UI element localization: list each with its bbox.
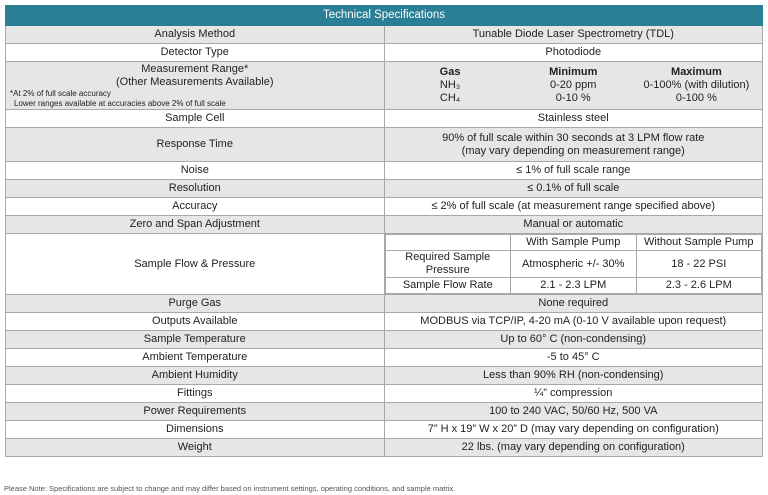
row-label: Zero and Span Adjustment <box>6 216 385 234</box>
table-row <box>6 128 763 162</box>
row-value: 22 lbs. (may vary depending on configuration) <box>384 439 763 457</box>
footnote-lower-ranges: Lower ranges available at accuracies above 2% of full scale <box>14 98 226 108</box>
table-row <box>6 403 763 421</box>
row-value: None required <box>384 295 763 313</box>
flow-row-name: Sample Flow Rate <box>385 278 511 294</box>
row-label: Weight <box>6 439 385 457</box>
row-label: Sample Flow & Pressure <box>6 234 385 295</box>
row-value: 100 to 240 VAC, 50/60 Hz, 500 VA <box>384 403 763 421</box>
row-label: Purge Gas <box>6 295 385 313</box>
row-value: Up to 60° C (non-condensing) <box>384 331 763 349</box>
row-label: Response Time <box>6 128 385 162</box>
table-row <box>6 349 763 367</box>
row-value: MODBUS via TCP/IP, 4-20 mA (0-10 V available upon request) <box>384 313 763 331</box>
table-row <box>6 110 763 128</box>
col-header-without-pump: Without Sample Pump <box>636 235 762 251</box>
row-value: ≤ 0.1% of full scale <box>384 180 763 198</box>
sample-flow-values <box>384 234 763 295</box>
row-label: Dimensions <box>6 421 385 439</box>
flow-with-pump: 2.1 - 2.3 LPM <box>511 278 637 294</box>
measurement-range-values <box>384 62 763 110</box>
row-value: ≤ 2% of full scale (at measurement range specified above) <box>384 198 763 216</box>
row-label: Power Requirements <box>6 403 385 421</box>
row-label: Accuracy <box>6 198 385 216</box>
col-header-with-pump: With Sample Pump <box>511 235 637 251</box>
row-label: Sample Cell <box>6 110 385 128</box>
gas-name: NH₃ <box>439 79 461 91</box>
row-value: Tunable Diode Laser Spectrometry (TDL) <box>384 26 763 44</box>
row-value: Manual or automatic <box>384 216 763 234</box>
table-row <box>6 367 763 385</box>
table-row <box>6 313 763 331</box>
row-label: Analysis Method <box>6 26 385 44</box>
footnote-accuracy: *At 2% of full scale accuracy <box>10 88 111 98</box>
table-row <box>6 44 763 62</box>
table-row <box>6 26 763 44</box>
row-label: Noise <box>6 162 385 180</box>
flow-row-name: Required Sample Pressure <box>385 251 511 278</box>
flow-without-pump: 18 - 22 PSI <box>636 251 762 278</box>
table-row <box>6 295 763 313</box>
row-value: Stainless steel <box>384 110 763 128</box>
gas-name: CH₄ <box>439 92 461 104</box>
row-value: ¼” compression <box>384 385 763 403</box>
col-header-gas: Gas <box>439 66 461 78</box>
table-row <box>6 180 763 198</box>
row-value-line: 90% of full scale within 30 seconds at 3 LPM flow rate <box>442 131 705 144</box>
gas-min: 0-20 ppm <box>549 79 597 91</box>
row-value: 7” H x 19” W x 20” D (may vary depending on configuration) <box>384 421 763 439</box>
table-row <box>6 198 763 216</box>
table-row <box>6 331 763 349</box>
gas-max: 0-100% (with dilution) <box>643 79 750 91</box>
row-value: Photodiode <box>384 44 763 62</box>
col-header-minimum: Minimum <box>549 66 598 78</box>
flow-without-pump: 2.3 - 2.6 LPM <box>636 278 762 294</box>
table-row <box>6 162 763 180</box>
gas-min: 0-10 % <box>555 92 591 104</box>
table-row <box>6 216 763 234</box>
row-label: Outputs Available <box>6 313 385 331</box>
gas-range-table <box>389 66 759 105</box>
row-value-line: (may vary depending on measurement range) <box>461 144 685 157</box>
table-row <box>6 62 763 110</box>
row-label: Ambient Humidity <box>6 367 385 385</box>
row-label: Measurement Range* <box>141 62 249 75</box>
flow-with-pump: Atmospheric +/- 30% <box>511 251 637 278</box>
row-label: Ambient Temperature <box>6 349 385 367</box>
row-label: Fittings <box>6 385 385 403</box>
table-row <box>6 234 763 295</box>
row-label: Sample Temperature <box>6 331 385 349</box>
measurement-range-label <box>6 62 385 110</box>
row-value: ≤ 1% of full scale range <box>384 162 763 180</box>
table-row <box>6 421 763 439</box>
sample-flow-table <box>385 234 763 294</box>
gas-max: 0-100 % <box>675 92 717 104</box>
row-value: Less than 90% RH (non-condensing) <box>384 367 763 385</box>
row-label-sub: (Other Measurements Available) <box>115 75 274 88</box>
col-header-maximum: Maximum <box>671 66 722 78</box>
table-title: Technical Specifications <box>6 6 763 26</box>
table-row <box>6 385 763 403</box>
col-header-blank <box>385 235 511 251</box>
footnote: Please Note: Specifications are subject to change and may differ based on instrument settings, operating conditions, and sample matrix. <box>4 484 456 493</box>
row-label: Detector Type <box>6 44 385 62</box>
row-label: Resolution <box>6 180 385 198</box>
row-value: -5 to 45° C <box>384 349 763 367</box>
row-value <box>384 128 763 162</box>
spec-table <box>5 5 763 457</box>
table-row <box>6 439 763 457</box>
